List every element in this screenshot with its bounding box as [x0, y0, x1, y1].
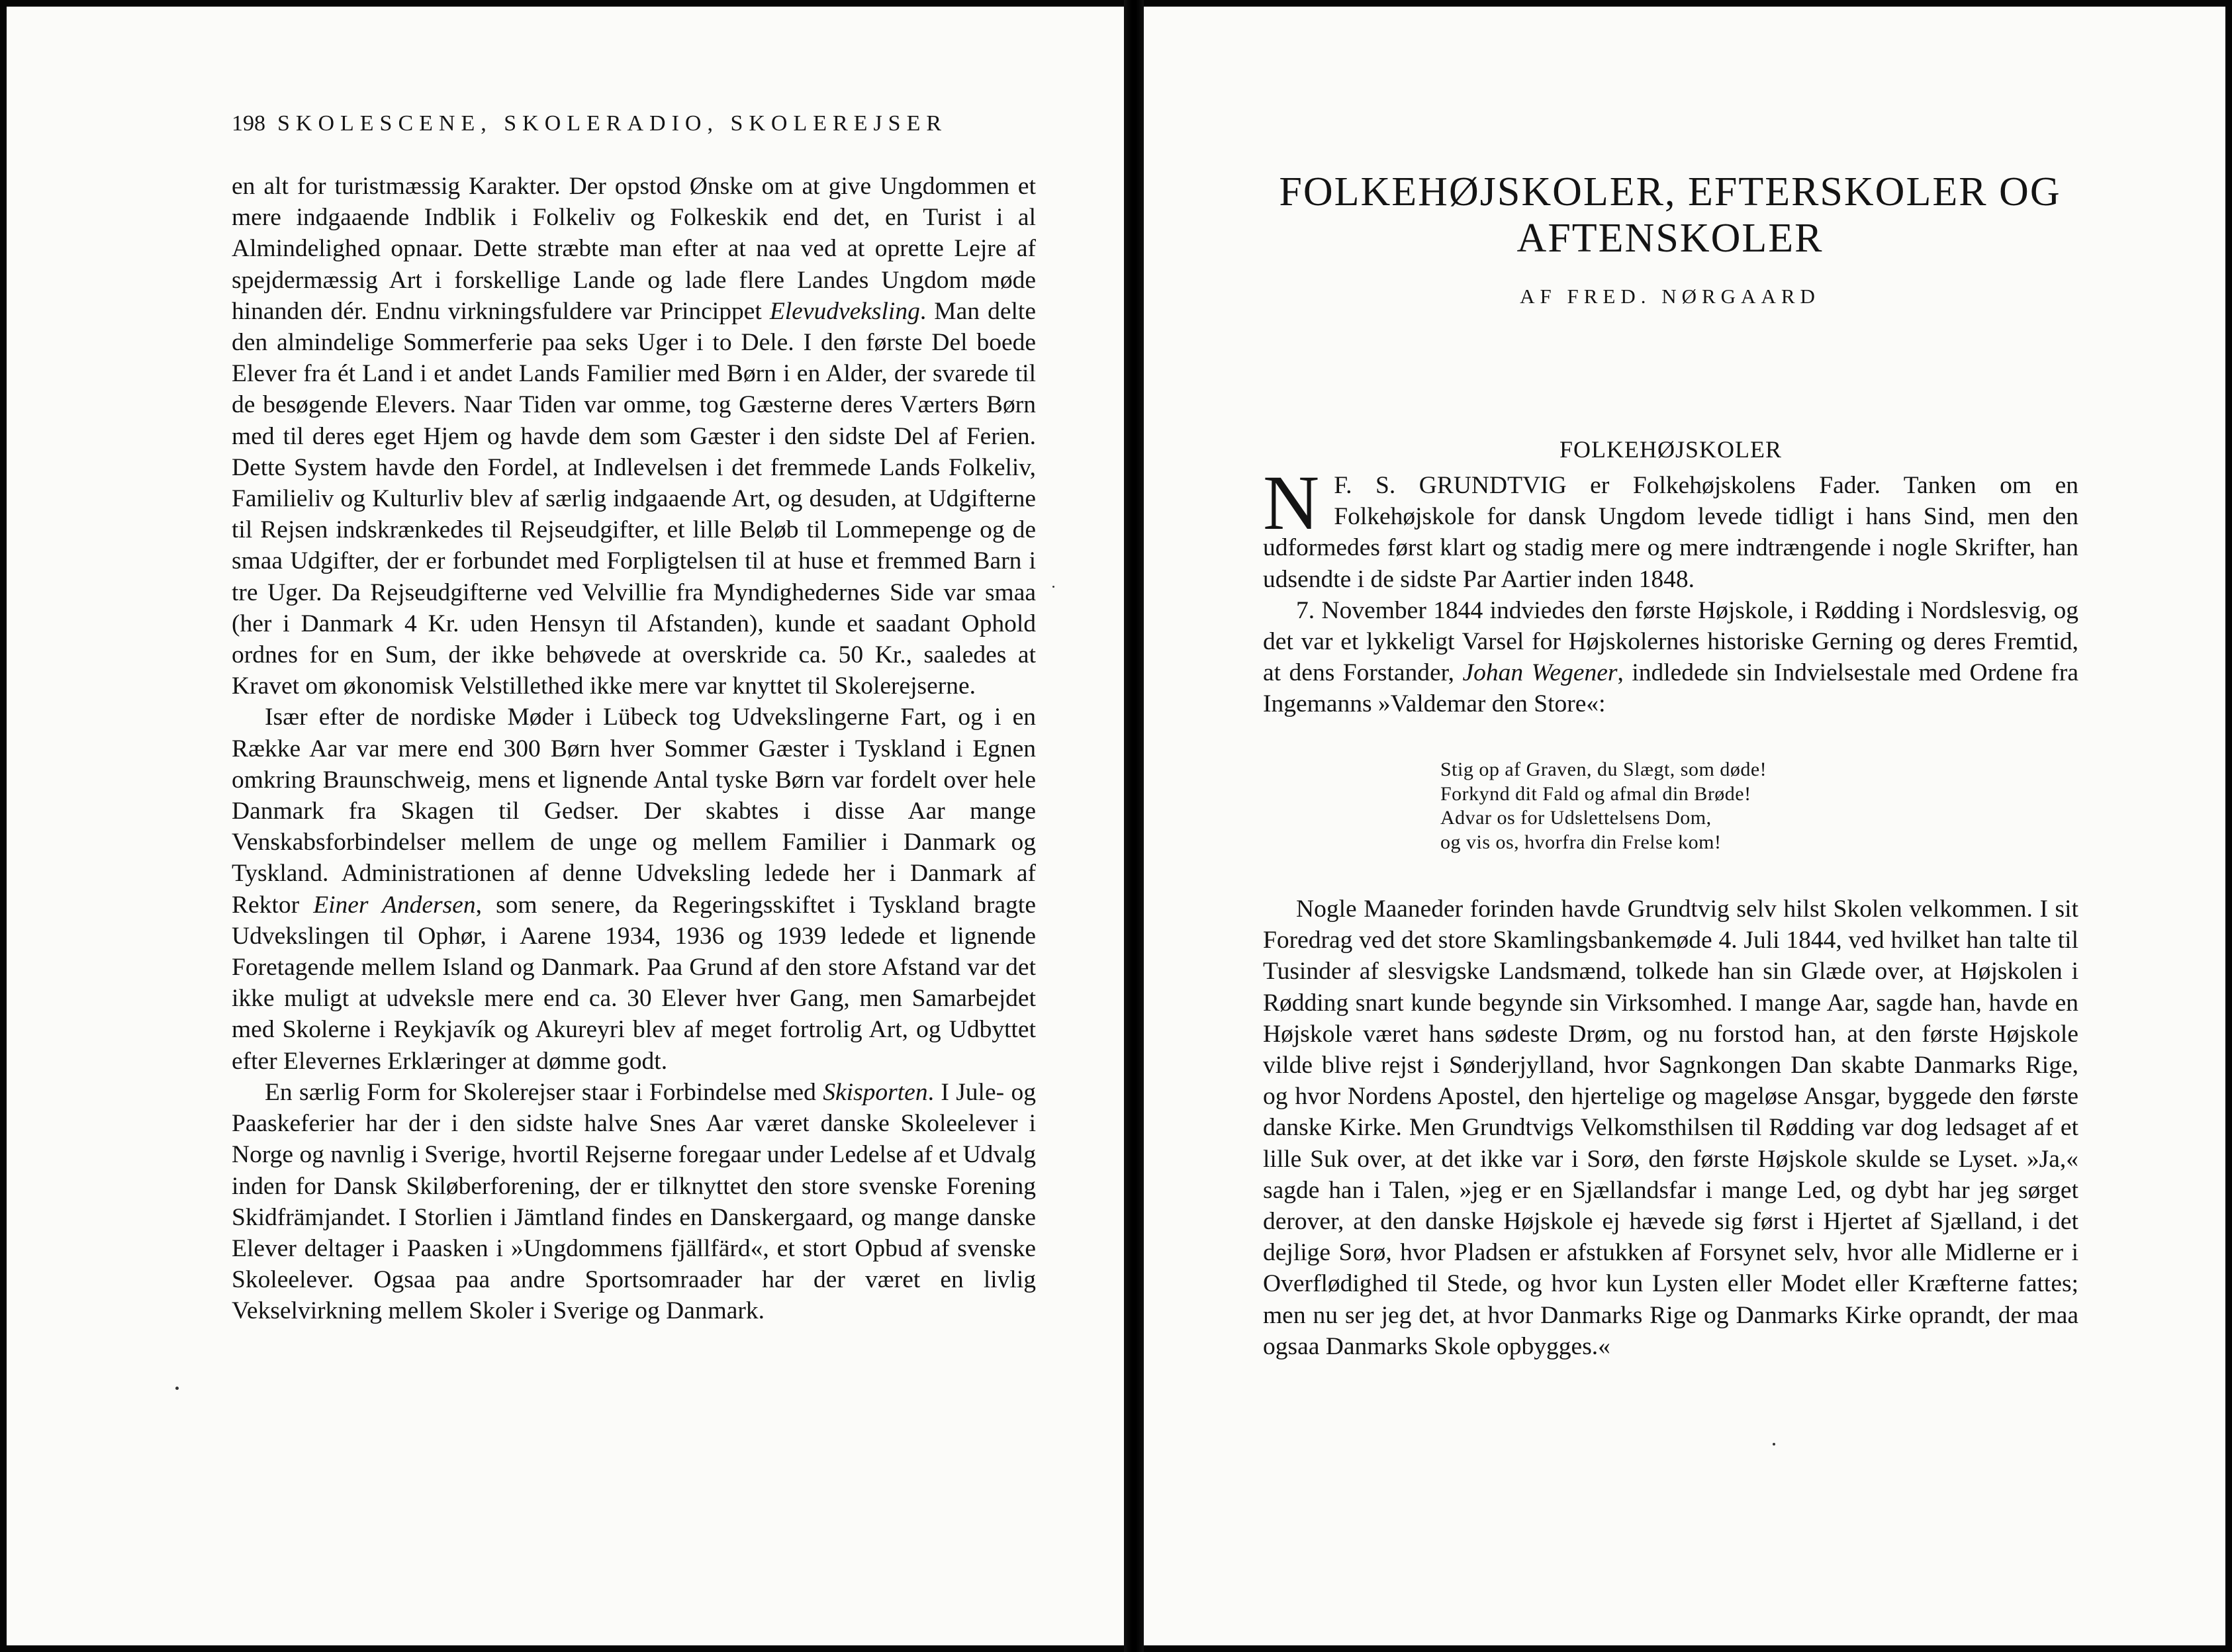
- italic-text: Skisporten: [823, 1078, 928, 1106]
- paragraph: [1263, 595, 2078, 720]
- italic-text: Einer Andersen: [313, 891, 476, 919]
- text-run: F. S. GRUNDTVIG er Folkehøjskolens Fader. Tanken om en Folkehøjskole for dansk Ungdom levede tidligt i hans Sind, men den udformedes først klart og stadig mere og mere indtrængende i nogle Skrifter, han udsendte i de sidste Par Aartier inden 1848.: [1263, 472, 2078, 593]
- text-run: . I Jule- og Paaskeferier har der i den sidste halve Snes Aar været danske Skoleelever i Norge og navnlig i Sverige, hvortil Rejserne foregaar under Ledelse af et Udvalg inden for Dansk Skiløberforening, der er tilknyttet den store svenske Forening Skidfrämjandet. I Storlien i Jämtland findes en Danskergaard, og mange danske Elever deltager i Paasken i »Ungdommens fjällfärd«, et stort Opbud af svenske Skoleelever. Ogsaa paa andre Sportsomraader har der været en livlig Vekselvirkning mellem Skoler i Sverige og Danmark.: [232, 1078, 1036, 1325]
- chapter-byline: AF FRED. NØRGAARD: [1520, 285, 1820, 308]
- paragraph: [232, 702, 1036, 1076]
- text-run: Nogle Maaneder forinden havde Grundtvig selv hilst Skolen velkommen. I sit Foredrag ved det store Skamlingsbankemøde 4. Juli 1844, ved hvilket han talte til Tusinder af slesvigske Landsmænd, tolkede han sin Glæde over, at Højskolen i Rødding snart kunde begynde sin Virksomhed. I mange Aar, sagde han, havde en Højskole været hans sødeste Drøm, og nu forstod han, at den første Højskole vilde blive rejst i Sønderjylland, hvor Sagnkongen Dan skabte Danmarks Rige, og hvor Nordens Apostel, den hjertelige og mageløse Ansgar, byggede den første danske Kirke. Men Grundtvigs Velkomsthilsen til Rødding var dog ledsaget af et lille Suk over, at det ikke var i Sorø, den første Højskole skulde se Lyset. »Ja,« sagde han i Talen, »jeg er en Sjællandsfar i mange Led, og dybt har jeg sørget derover, at den danske Højskole ej hævede sig først i Hjertet af Sjælland, i det dejlige Sorø, hvor Pladsen er afstukken af Forsynet selv, hvor alle Midlerne er i Overflødighed til Stede, og hvor kun Lysten eller Modet eller Kræfterne fattes; men nu ser jeg det, at hvor Danmarks Rige og Danmarks Kirke oprandt, der maa ogsaa Danmarks Skole opbygges.«: [1263, 895, 2078, 1360]
- text-run: , indledede sin Indvielsestale med Ordene fra Ingemanns »Valdemar den Store«:: [1263, 659, 2078, 718]
- chapter-title: FOLKEHØJSKOLER, EFTERSKOLER OG AFTENSKOLER: [1279, 169, 2061, 261]
- right-intro-text: [1263, 459, 2078, 720]
- drop-cap: N: [1263, 459, 1320, 546]
- paragraph: [1263, 894, 2078, 1362]
- text-run: 7. November 1844 indviedes den første Højskole, i Rødding i Nordslesvig, og det var et lykkeligt Varsel for Højskolernes historiske Gerning og deres Fremtid, at dens Forstander,: [1263, 596, 2078, 687]
- left-body-text: [232, 171, 1036, 1327]
- left-page: [7, 7, 1124, 1645]
- page-number: 198: [232, 111, 265, 136]
- paragraph: [1263, 459, 2078, 595]
- print-speck: [1773, 1443, 1775, 1446]
- print-speck: [1052, 586, 1054, 588]
- text-run: en alt for turistmæssig Karakter. Der opstod Ønske om at give Ungdommen et mere indgaaende Indblik i Folkeliv og Folkeskik end det, en Turist i al Almindelighed opnaar. Dette stræbte man efter at naa ved at oprette Lejre af spejdermæssig Art i forskellige Lande og lade flere Landes Ungdom møde hinanden dér. Endnu virkningsfuldere var Princippet: [232, 173, 1036, 325]
- italic-text: Johan Wegener: [1462, 659, 1618, 687]
- print-speck: [175, 1387, 179, 1390]
- right-closing-text: [1263, 894, 2078, 1362]
- right-page: [1144, 7, 2225, 1645]
- poem-quote: [1440, 758, 1767, 854]
- italic-text: Elevudveksling: [769, 297, 920, 325]
- running-head: [232, 111, 947, 136]
- poem-line: Forkynd dit Fald og afmal din Brøde!: [1440, 782, 1751, 805]
- book-gutter: [1124, 0, 1144, 1652]
- poem-line: Stig op af Graven, du Slægt, som døde!: [1440, 758, 1767, 780]
- text-run: , som senere, da Regeringsskiftet i Tyskland bragte Udvekslingen til Ophør, i Aarene 1934, 1936 og 1939 ledede et lignende Foretagende mellem Island og Danmark. Paa Grund af den store Afstand var det ikke muligt at udveksle mere end ca. 30 Elever hver Gang, men Samarbejdet med Skolerne i Reykjavík og Akureyri blev af meget fortrolig Art, og Udbyttet efter Elevernes Erklæringer at dømme godt.: [232, 891, 1036, 1075]
- paragraph: [232, 171, 1036, 702]
- poem-line: Advar os for Udslettelsens Dom,: [1440, 807, 1712, 829]
- intro-paragraphs: [1263, 459, 2078, 720]
- text-run: . Man delte den almindelige Sommerferie paa seks Uger i to Dele. I den første Del boede Elever fra ét Land i et andet Lands Familier med Børn i en Alder, der svarede til de besøgende Elevers. Naar Tiden var omme, tog Gæsterne deres Værters Børn med til deres eget Hjem og havde dem som Gæster i den sidste Del af Ferien. Dette System havde den Fordel, at Indlevelsen i det fremmede Lands Folkeliv, Familieliv og Kulturliv blev af særlig indgaaende Art, og desuden, at Udgifterne til Rejsen indskrænkedes til Rejseudgifter, et lille Beløb til Lommepenge og de smaa Udgifter, der er forbundet med Forpligtelsen til at huse et fremmed Barn i tre Uger. Da Rejseudgifterne ved Velvillie fra Myndighedernes Side var smaa (her i Danmark 4 Kr. uden Hensyn til Afstanden), kunde et saadant Ophold ordnes for en Sum, der ikke behøvede at overskride ca. 50 Kr., saaledes at Kravet om økonomisk Velstillethed ikke mere var knyttet til Skolerejserne.: [232, 297, 1036, 700]
- text-run: En særlig Form for Skolerejser staar i Forbindelse med: [265, 1078, 823, 1106]
- section-heading: FOLKEHØJSKOLER: [1559, 436, 1782, 463]
- text-run: Især efter de nordiske Møder i Lübeck tog Udvekslingerne Fart, og i en Række Aar var mere end 300 Børn hver Sommer Gæster i Tyskland i Egnen omkring Braunschweig, mens et lignende Antal tyske Børn var fordelt over hele Danmark fra Skagen til Gedser. Der skabtes i disse Aar mange Venskabsforbindelser mellem de unge og mellem Familier i Danmark og Tyskland. Administrationen af denne Udveksling ledede her i Danmark af Rektor: [232, 704, 1036, 919]
- running-head-title: SKOLESCENE, SKOLERADIO, SKOLEREJSER: [277, 111, 948, 136]
- paragraph: [232, 1077, 1036, 1327]
- poem-line: og vis os, hvorfra din Frelse kom!: [1440, 831, 1722, 853]
